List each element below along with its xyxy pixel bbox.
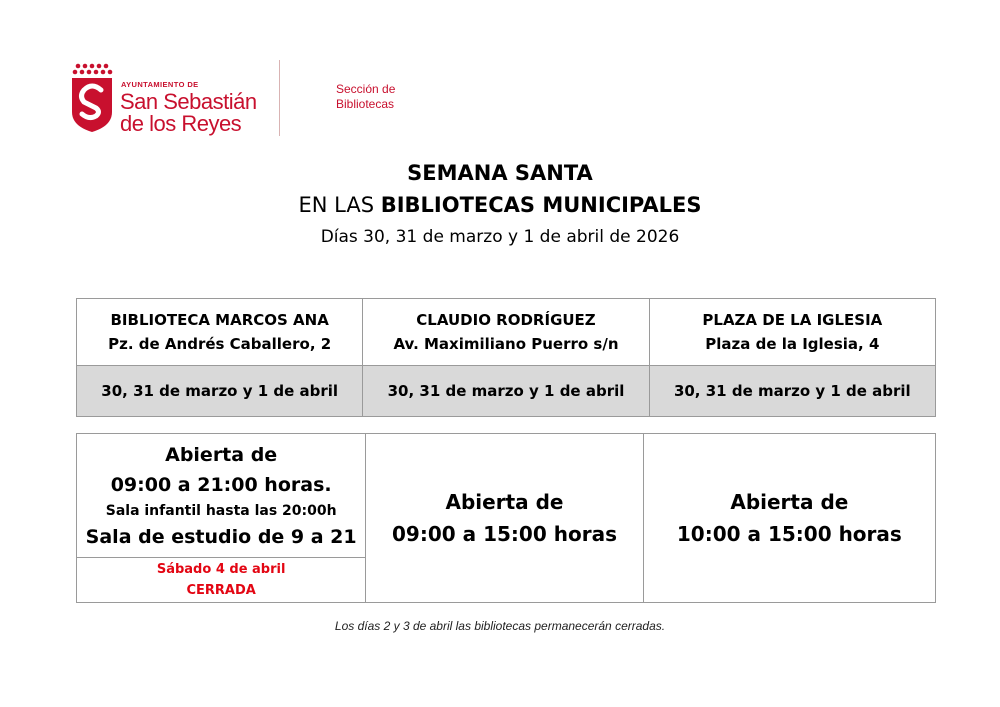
schedule-open-label: Abierta de xyxy=(730,490,849,514)
section-line2: Bibliotecas xyxy=(336,97,395,111)
schedule-marcos-ana xyxy=(77,434,366,558)
municipality-logo xyxy=(70,62,270,138)
closure-note: Los días 2 y 3 de abril las bibliotecas permanecerán cerradas. xyxy=(334,619,666,633)
schedule-open-label: Abierta de xyxy=(445,490,564,514)
libraries-table xyxy=(76,298,936,417)
dates-row xyxy=(77,366,936,417)
section-label xyxy=(336,82,395,112)
library-header-marcos-ana xyxy=(77,299,363,366)
schedule-children-room: Sala infantil hasta las 20:00h xyxy=(105,502,337,519)
schedule-study-room: Sala de estudio de 9 a 21 xyxy=(85,525,357,548)
logo-city-line2: de los Reyes xyxy=(120,111,242,136)
logo-small-text: AYUNTAMIENTO DE xyxy=(121,80,199,89)
title-line3: Días 30, 31 de marzo y 1 de abril de 2026 xyxy=(320,227,680,247)
page-title xyxy=(0,158,1000,252)
schedule-claudio xyxy=(366,434,643,603)
coat-of-arms-icon xyxy=(70,62,114,134)
library-header-claudio xyxy=(363,299,649,366)
library-name: PLAZA DE LA IGLESIA xyxy=(702,311,883,329)
library-header-row xyxy=(77,299,936,366)
logo-city-line1: San Sebastián xyxy=(120,89,257,114)
dates-claudio: 30, 31 de marzo y 1 de abril xyxy=(363,366,649,417)
dates-marcos-ana: 30, 31 de marzo y 1 de abril xyxy=(77,366,363,417)
logo-divider xyxy=(279,60,280,136)
saturday-label: Sábado 4 de abril xyxy=(156,562,286,577)
library-address: Av. Maximiliano Puerro s/n xyxy=(393,335,619,353)
schedule-hours: 10:00 a 15:00 horas xyxy=(676,522,902,546)
library-name: BIBLIOTECA MARCOS ANA xyxy=(110,311,329,329)
section-line1: Sección de xyxy=(336,82,396,96)
title-line2 xyxy=(0,188,1000,222)
library-header-plaza xyxy=(649,299,935,366)
schedule-hours: 09:00 a 21:00 horas. xyxy=(110,473,332,496)
library-name: CLAUDIO RODRÍGUEZ xyxy=(416,311,596,329)
schedule-open-label: Abierta de xyxy=(165,443,278,466)
schedule-table xyxy=(76,433,936,603)
title-line1: SEMANA SANTA xyxy=(407,161,593,185)
library-address: Plaza de la Iglesia, 4 xyxy=(705,335,880,353)
title-line2-bold: BIBLIOTECAS MUNICIPALES xyxy=(380,193,702,217)
schedule-row xyxy=(77,434,936,558)
title-line2-prefix: EN LAS xyxy=(298,193,381,217)
dates-plaza: 30, 31 de marzo y 1 de abril xyxy=(649,366,935,417)
library-address: Pz. de Andrés Caballero, 2 xyxy=(108,335,332,353)
closed-label: CERRADA xyxy=(186,583,256,598)
schedule-plaza xyxy=(643,434,935,603)
schedule-hours: 09:00 a 15:00 horas xyxy=(392,522,617,546)
saturday-closed-cell xyxy=(77,558,366,603)
